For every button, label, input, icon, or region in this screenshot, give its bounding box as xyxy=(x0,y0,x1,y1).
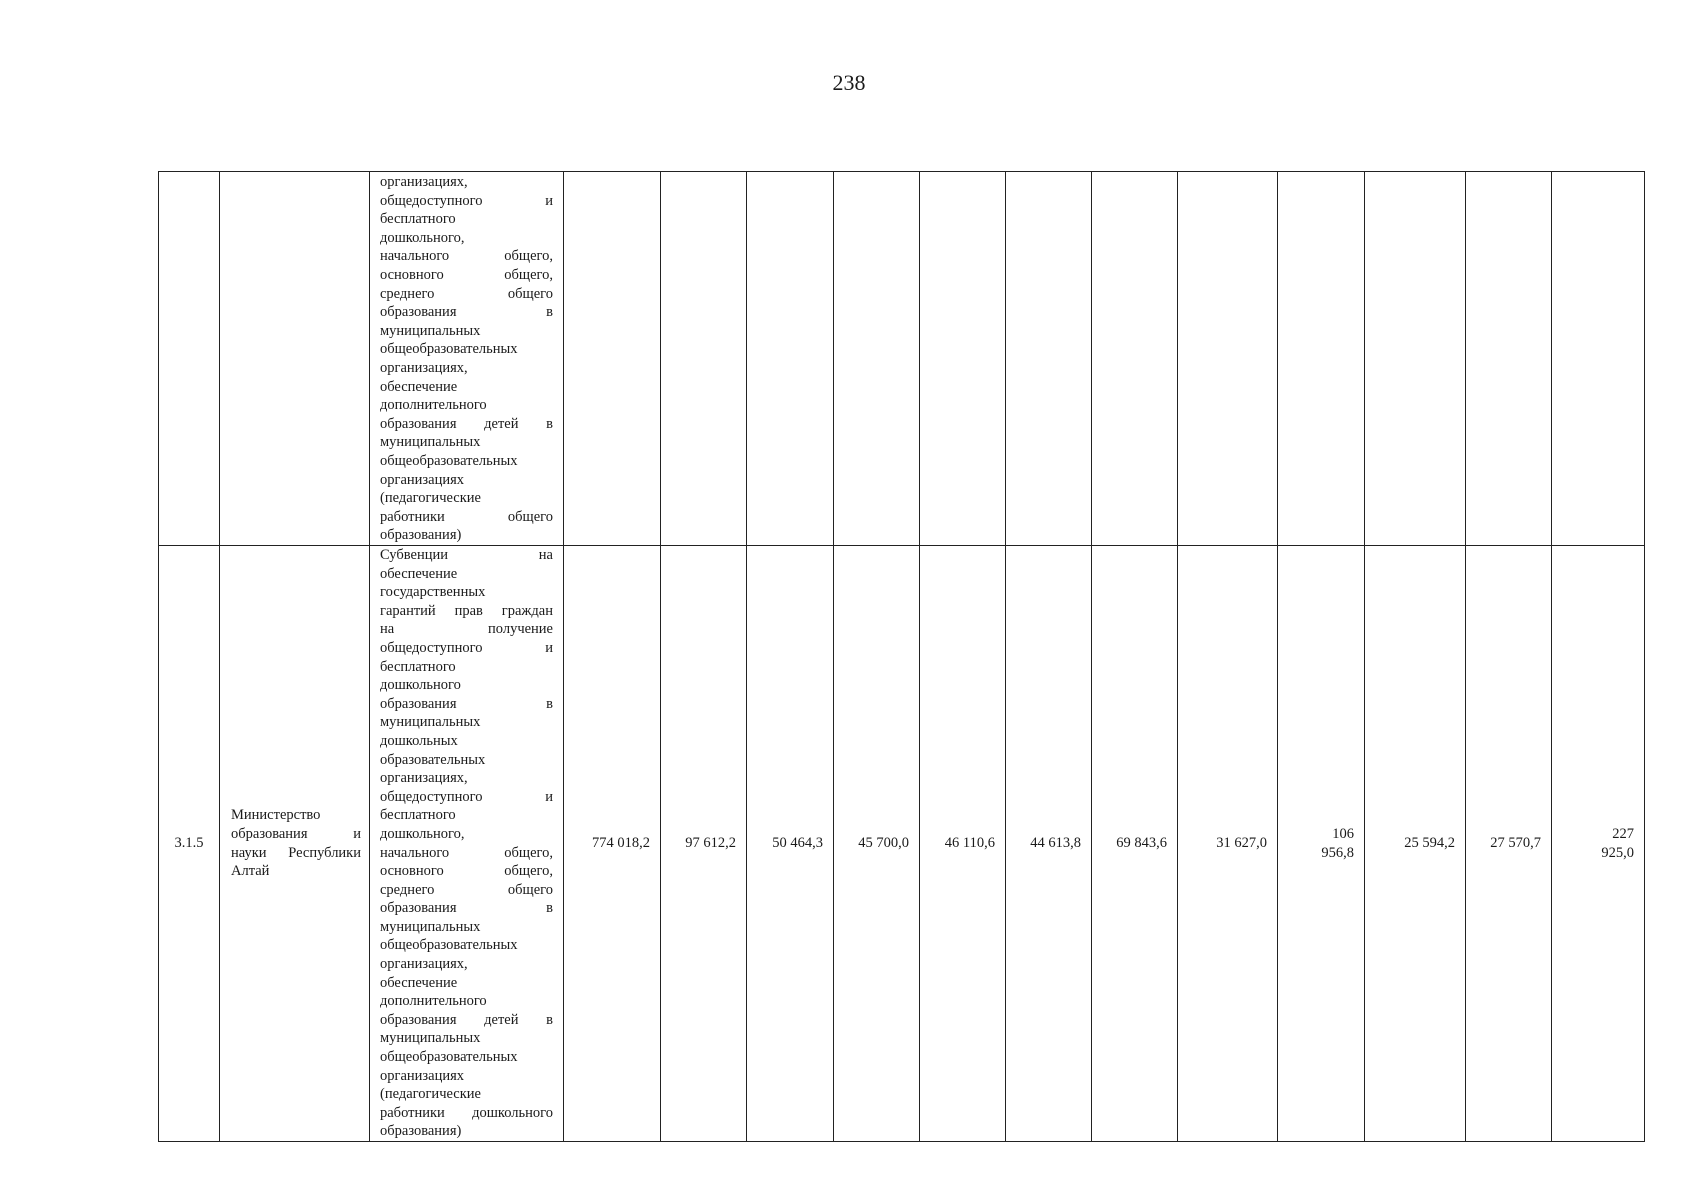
value-cell: 27 570,7 xyxy=(1466,546,1552,1142)
description-line: дошкольного xyxy=(380,677,461,694)
value-cell xyxy=(834,172,920,546)
description-cell xyxy=(370,546,564,1142)
value-cell: 46 110,6 xyxy=(920,546,1006,1142)
value-cell: 69 843,6 xyxy=(1092,546,1178,1142)
description-line: образования детей в xyxy=(380,1011,553,1028)
description-line: организациях, xyxy=(380,770,468,787)
value-cell: 227 925,0 xyxy=(1552,546,1645,1142)
description-line: образования детей в xyxy=(380,415,553,432)
description-line: организациях, xyxy=(380,359,468,376)
description-line: бесплатного xyxy=(380,211,456,228)
description-line: организациях xyxy=(380,1067,465,1084)
value-cell xyxy=(661,172,747,546)
description-line: дошкольного, xyxy=(380,825,465,842)
description-line: организациях xyxy=(380,471,465,488)
description-line: обеспечение xyxy=(380,974,458,991)
value-cell xyxy=(1365,172,1466,546)
value-cell xyxy=(1092,172,1178,546)
description-line: основного общего, xyxy=(380,266,553,283)
description-line: образования в xyxy=(380,304,553,321)
page-number: 238 xyxy=(832,70,866,95)
description-line: муниципальных xyxy=(380,434,481,451)
table-row xyxy=(159,546,1645,1142)
value-cell: 44 613,8 xyxy=(1006,546,1092,1142)
table-row xyxy=(159,172,1645,546)
description-line: дополнительного xyxy=(380,397,487,414)
description-line: образования в xyxy=(380,695,553,712)
value-cell: 774 018,2 xyxy=(564,546,661,1142)
agency-cell xyxy=(220,172,370,546)
description-line: образования) xyxy=(380,1123,462,1140)
description-line: основного общего, xyxy=(380,863,553,880)
description-line: бесплатного xyxy=(380,807,456,824)
agency-line: Алтай xyxy=(231,863,270,880)
value-cell xyxy=(920,172,1006,546)
description-line: Субвенции на xyxy=(380,547,553,563)
description-line: начального общего, xyxy=(380,248,553,265)
description-line: среднего общего xyxy=(380,285,553,302)
description-line: дошкольных xyxy=(380,732,458,749)
description-line: образования в xyxy=(380,900,553,917)
value-cell xyxy=(1278,172,1365,546)
description-cell xyxy=(370,172,564,546)
description-line: общеобразовательных xyxy=(380,341,518,358)
description-line: общеобразовательных xyxy=(380,937,518,954)
description-line: общедоступного и xyxy=(380,192,553,209)
value-cell: 31 627,0 xyxy=(1178,546,1278,1142)
row-code-cell: 3.1.5 xyxy=(159,546,220,1142)
description-line: организациях, xyxy=(380,956,468,973)
value-cell: 106 956,8 xyxy=(1278,546,1365,1142)
agency-line: образования и xyxy=(231,825,361,842)
description-line: среднего общего xyxy=(380,881,553,898)
description-line: дошкольного, xyxy=(380,229,465,246)
description-line: муниципальных xyxy=(380,1030,481,1047)
description-line: муниципальных xyxy=(380,322,481,339)
value-cell: 97 612,2 xyxy=(661,546,747,1142)
value-cell xyxy=(1178,172,1278,546)
description-line: работники дошкольного xyxy=(380,1104,553,1121)
description-line: дополнительного xyxy=(380,993,487,1010)
description-line: образования) xyxy=(380,527,462,544)
row-code-cell xyxy=(159,172,220,546)
value-cell xyxy=(1466,172,1552,546)
description-line: обеспечение xyxy=(380,378,458,395)
description-line: организациях, xyxy=(380,174,468,190)
description-line: гарантий прав граждан xyxy=(380,602,553,619)
description-line: образовательных xyxy=(380,751,486,768)
description-line: (педагогические xyxy=(380,490,481,507)
agency-line: Министерство xyxy=(231,807,321,824)
value-cell xyxy=(747,172,834,546)
value-cell xyxy=(564,172,661,546)
description-line: на получение xyxy=(380,621,553,638)
description-line: общедоступного и xyxy=(380,639,553,656)
description-line: бесплатного xyxy=(380,658,456,675)
description-line: муниципальных xyxy=(380,918,481,935)
value-cell: 45 700,0 xyxy=(834,546,920,1142)
description-line: (педагогические xyxy=(380,1086,481,1103)
description-line: государственных xyxy=(380,584,486,601)
description-line: общедоступного и xyxy=(380,788,553,805)
description-line: работники общего xyxy=(380,508,553,525)
description-line: общеобразовательных xyxy=(380,452,518,469)
value-cell xyxy=(1552,172,1645,546)
agency-line: науки Республики xyxy=(231,844,361,861)
description-line: начального общего, xyxy=(380,844,553,861)
agency-cell xyxy=(220,546,370,1142)
value-cell: 50 464,3 xyxy=(747,546,834,1142)
description-line: муниципальных xyxy=(380,714,481,731)
budget-table xyxy=(158,171,1645,1142)
value-cell xyxy=(1006,172,1092,546)
value-cell: 25 594,2 xyxy=(1365,546,1466,1142)
description-line: обеспечение xyxy=(380,565,458,582)
description-line: общеобразовательных xyxy=(380,1049,518,1066)
